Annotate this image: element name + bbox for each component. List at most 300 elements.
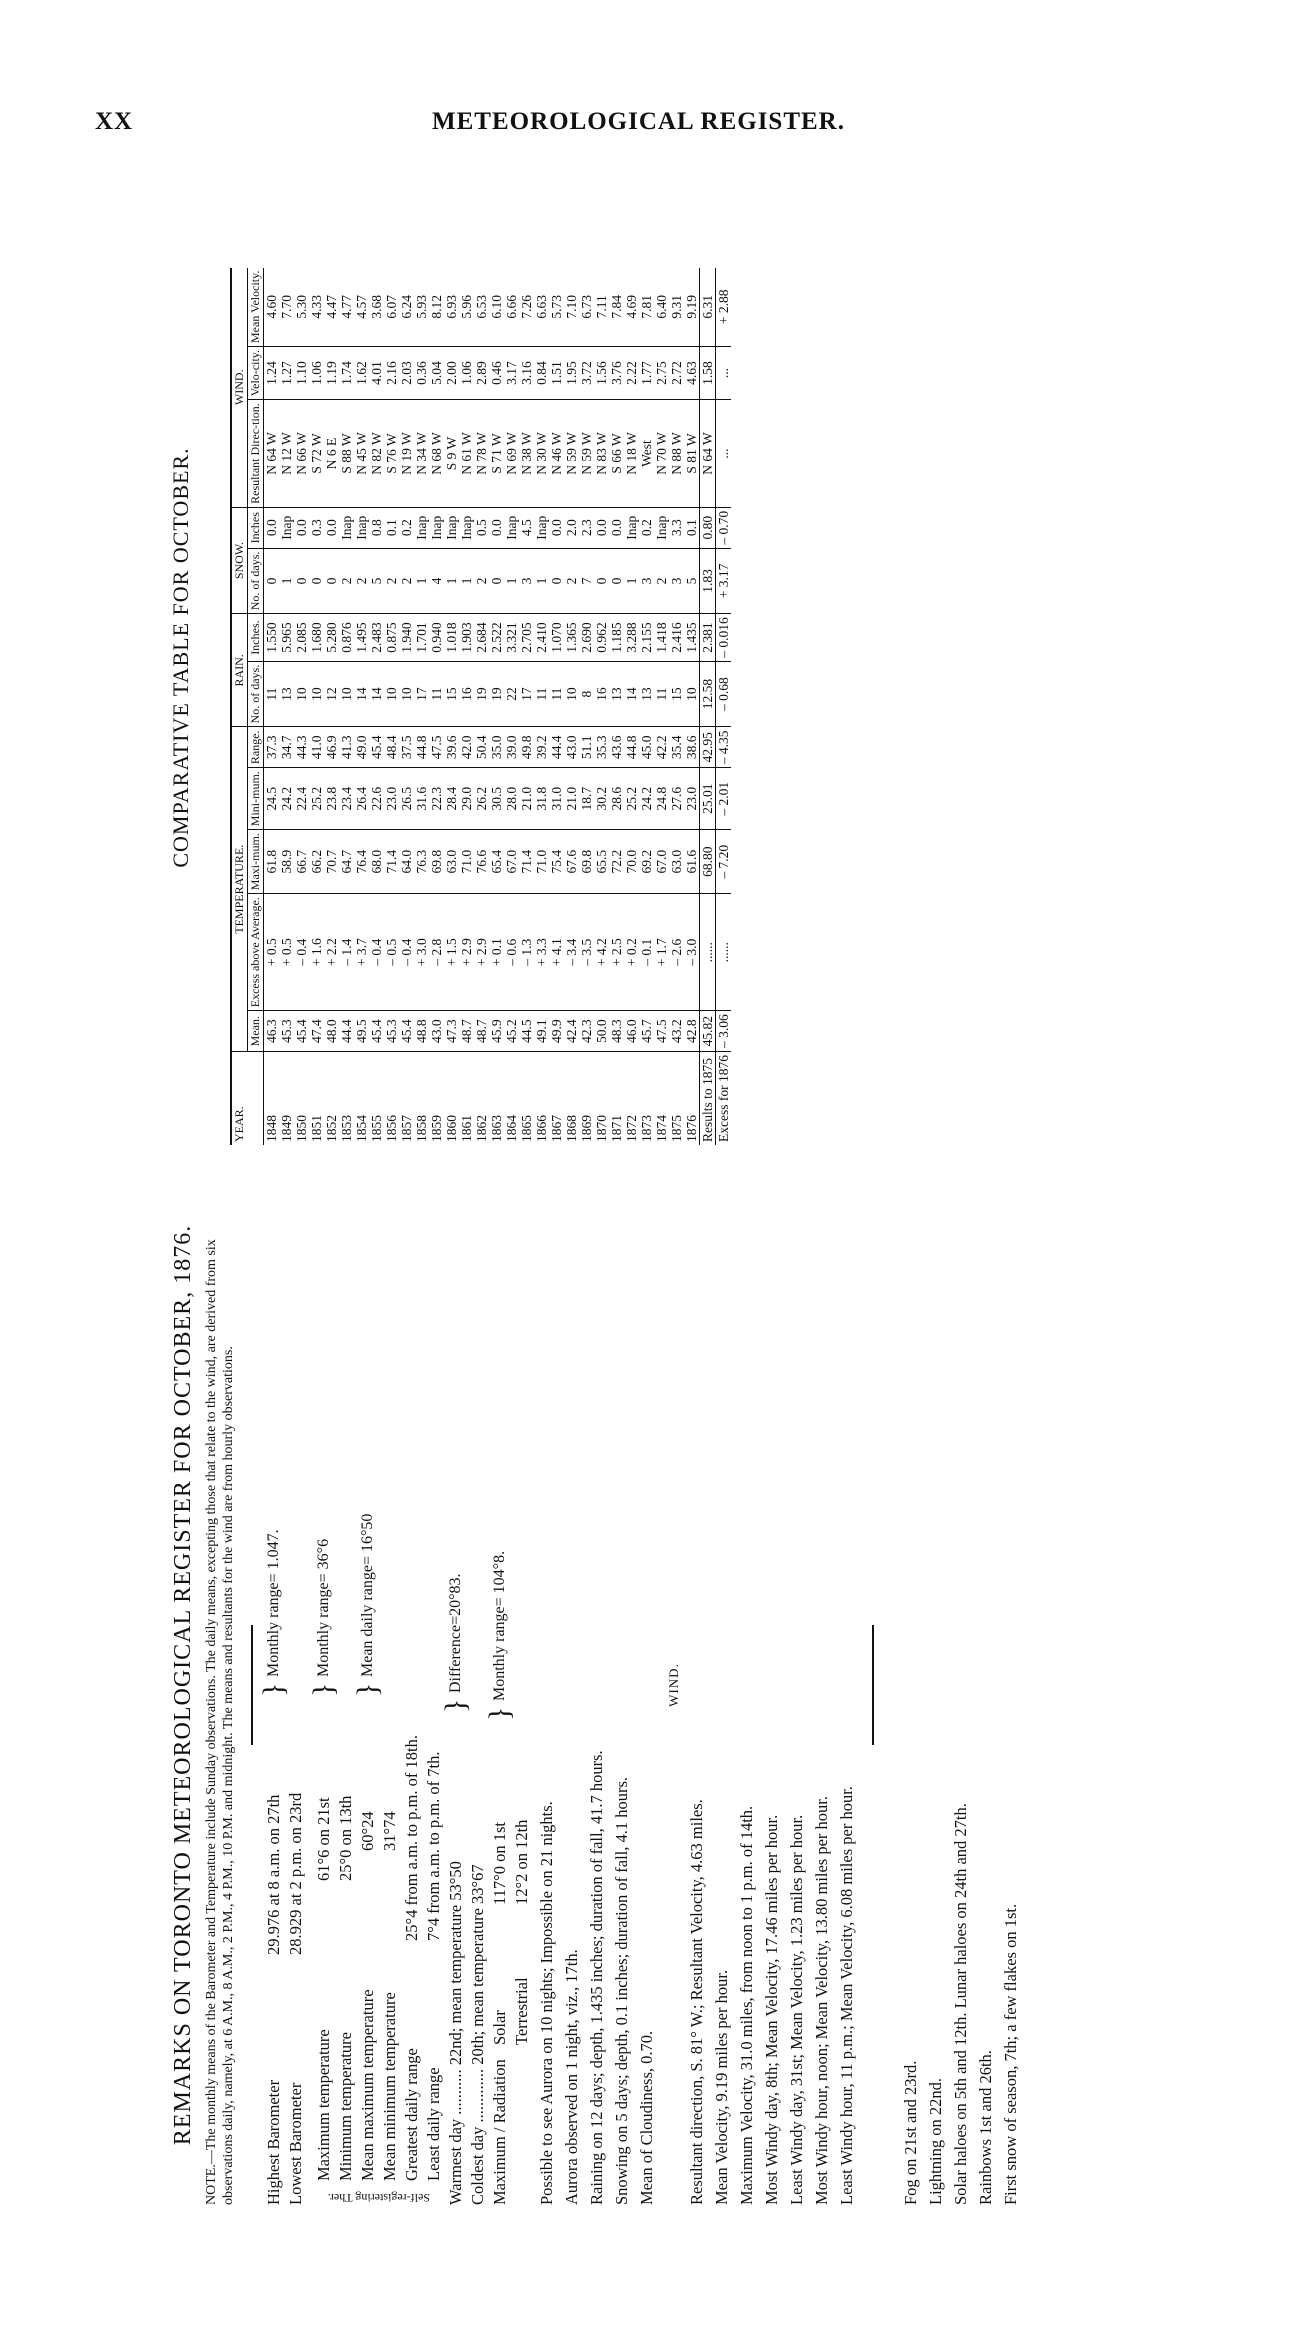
cell: 26.4: [354, 768, 369, 830]
wind-subtitle: WIND.: [666, 1663, 681, 1707]
cell: N 34 W: [414, 400, 429, 508]
cell: 1.018: [444, 614, 459, 662]
temp-row: [335, 1281, 357, 2181]
cell: 1.701: [414, 614, 429, 662]
cell: – 3.06: [716, 1011, 732, 1052]
cell: N 88 W: [669, 400, 684, 508]
comparative-table: [230, 268, 731, 1145]
cell: 47.4: [309, 1011, 324, 1052]
col-header: Inches.: [248, 614, 264, 662]
cell: 35.4: [669, 727, 684, 768]
year-cell: 1864: [504, 1115, 519, 1142]
cell: N 78 W: [474, 400, 489, 508]
cell: 23.4: [339, 768, 354, 830]
table-row: [519, 268, 534, 1145]
cell: 44.4: [339, 1011, 354, 1052]
cell: 22: [504, 661, 519, 727]
cell: N 6 E: [324, 400, 339, 508]
cell: 58.9: [279, 830, 294, 894]
cell: 0.84: [534, 346, 549, 399]
barometer-value: 29.976 at 8 a.m. on 27th: [264, 1794, 283, 1955]
cell: Inap: [504, 507, 519, 548]
col-header: No. of days.: [248, 661, 264, 727]
cell: 0.5: [474, 507, 489, 548]
cell: 1.95: [564, 346, 579, 399]
remark-line: Possible to see Aurora on 10 nights; Impossible on 21 nights.: [537, 1801, 556, 2205]
cell: – 0.016: [716, 614, 732, 662]
radiation-type: Solar: [490, 2010, 509, 2045]
thermometer-group: [307, 1165, 445, 2205]
temp-row: [307, 1281, 340, 2181]
cell: 49.9: [549, 1011, 564, 1052]
cell: 15: [444, 661, 459, 727]
cell: 18.7: [579, 768, 594, 830]
cell: 10: [684, 661, 700, 727]
cell: 45.3: [384, 1011, 399, 1052]
cell: 0.3: [309, 507, 324, 548]
temp-value: 7°4 from a.m. to p.m. of 7th.: [424, 1751, 443, 1941]
cell: 45.4: [399, 1011, 414, 1052]
cell: 76.3: [414, 830, 429, 894]
cell: 4.63: [684, 346, 700, 399]
cell: ......: [716, 894, 732, 1011]
cell: 42.8: [684, 1011, 700, 1052]
cell: 67.0: [504, 830, 519, 894]
year-cell: 1860: [444, 1115, 459, 1142]
cell: 71.0: [534, 830, 549, 894]
cell: 30.2: [594, 768, 609, 830]
cell: 0.8: [369, 507, 384, 548]
cell: Inap: [459, 507, 474, 548]
cell: – 7.20: [716, 830, 732, 894]
year-cell: 1862: [474, 1115, 489, 1142]
cell: 43.6: [609, 727, 624, 768]
cell: 39.6: [444, 727, 459, 768]
cell: 7: [579, 548, 594, 614]
col-header: [248, 400, 264, 508]
cell: 1.06: [309, 346, 324, 399]
cell: 72.2: [609, 830, 624, 894]
year-cell: 1866: [534, 1115, 549, 1142]
col-header: Mini-mum.: [248, 768, 264, 830]
cell: 4.5: [519, 507, 534, 548]
cell: 27.6: [669, 768, 684, 830]
cell: 43.0: [564, 727, 579, 768]
cell: ...: [716, 346, 732, 399]
cell: 5: [684, 548, 700, 614]
cell: 19: [474, 661, 489, 727]
table-row: [669, 268, 684, 1145]
cell: 39.0: [504, 727, 519, 768]
cell: 45.4: [369, 727, 384, 768]
cell: 4.47: [324, 268, 339, 347]
cell: N 46 W: [549, 400, 564, 508]
table-row: [339, 268, 354, 1145]
col-header: Mean.: [248, 1011, 264, 1052]
cell: 2: [399, 548, 414, 614]
cell: 21.0: [519, 768, 534, 830]
cell: 64.7: [339, 830, 354, 894]
temp-row: [423, 1281, 445, 2181]
year-cell: 1859: [429, 1115, 444, 1142]
cell: 14: [369, 661, 384, 727]
cell: – 4.35: [716, 727, 732, 768]
cell: 7.11: [594, 268, 609, 347]
cell: S 71 W: [489, 400, 504, 508]
cell: Inap: [279, 507, 294, 548]
cell: – 1.4: [339, 894, 354, 1011]
year-cell: 1865: [519, 1115, 534, 1142]
radiation-row: [511, 1165, 533, 2205]
misc-line: Fog on 21st and 23rd.: [901, 2060, 920, 2205]
cell: 3.16: [519, 346, 534, 399]
cell: 17: [414, 661, 429, 727]
cell: + 0.2: [624, 894, 639, 1011]
year-cell: 1851: [309, 1115, 324, 1142]
cell: 6.73: [579, 268, 594, 347]
cell: 3.321: [504, 614, 519, 662]
cell: 14: [354, 661, 369, 727]
cell: 0: [294, 548, 309, 614]
cell: 42.4: [564, 1011, 579, 1052]
cell: 25.2: [309, 768, 324, 830]
cell: 11: [654, 661, 669, 727]
cell: 5.93: [414, 268, 429, 347]
misc-line: Solar haloes on 5th and 12th. Lunar haloes on 24th and 27th.: [951, 1803, 970, 2205]
cell: 51.1: [579, 727, 594, 768]
cell: 69.2: [639, 830, 654, 894]
cell: N 19 W: [399, 400, 414, 508]
cell: 45.82: [700, 1011, 716, 1052]
cell: 47.5: [429, 727, 444, 768]
cell: 37.5: [399, 727, 414, 768]
cell: 7.81: [639, 268, 654, 347]
cell: 2: [384, 548, 399, 614]
cell: 50.4: [474, 727, 489, 768]
cell: 28.0: [504, 768, 519, 830]
cell: 2.155: [639, 614, 654, 662]
cell: 43.2: [669, 1011, 684, 1052]
cell: 10: [564, 661, 579, 727]
cell: + 3.17: [716, 548, 732, 614]
cell: 76.4: [354, 830, 369, 894]
cell: 11: [534, 661, 549, 727]
table-row: [684, 268, 700, 1145]
cell: N 70 W: [654, 400, 669, 508]
cell: 68.0: [369, 830, 384, 894]
cell: 21.0: [564, 768, 579, 830]
cell: 5.965: [279, 614, 294, 662]
temp-label: Greatest daily range: [402, 2048, 421, 2181]
cell: 3.68: [369, 268, 384, 347]
wind-line: Least Windy hour, 11 p.m.; Mean Velocity, 6.08 miles per hour.: [837, 1786, 856, 2205]
cell: N 69 W: [504, 400, 519, 508]
group-header: WIND.: [231, 268, 248, 508]
cell: – 2.8: [429, 894, 444, 1011]
cell: 8: [579, 661, 594, 727]
year-cell: 1848: [264, 1115, 279, 1142]
cell: 22.6: [369, 768, 384, 830]
col-header: Inches: [248, 507, 264, 548]
temp-value: 61°6 on 21st: [314, 1797, 333, 1881]
year-cell: 1869: [579, 1115, 594, 1142]
barometer-row: [285, 1165, 307, 2205]
cell: 63.0: [444, 830, 459, 894]
cell: 24.8: [654, 768, 669, 830]
cell: 2.3: [579, 507, 594, 548]
cell: 41.3: [339, 727, 354, 768]
cell: 50.0: [594, 1011, 609, 1052]
barometer-label: Lowest Barometer: [286, 2082, 305, 2205]
remark-line: Snowing on 5 days; depth, 0.1 inches; duration of fall, 4.1 hours.: [612, 1776, 631, 2205]
cell: 4.69: [624, 268, 639, 347]
separator: [251, 1625, 253, 1745]
brace: }: [483, 1706, 516, 1721]
cell: 1: [624, 548, 639, 614]
year-cell: 1870: [594, 1115, 609, 1142]
table-row: [294, 268, 309, 1145]
cell: 0: [324, 548, 339, 614]
cell: 1: [279, 548, 294, 614]
cell: – 3.4: [564, 894, 579, 1011]
cell: Inap: [414, 507, 429, 548]
cell: 44.3: [294, 727, 309, 768]
rotated-page-content: [170, 165, 1220, 2205]
cell: 10: [309, 661, 324, 727]
group-header: TEMPERATURE.: [231, 727, 248, 1052]
cell: + 3.0: [414, 894, 429, 1011]
cell: 4.01: [369, 346, 384, 399]
col-header: Maxi-mum.: [248, 830, 264, 894]
cell: 1.070: [549, 614, 564, 662]
cell: S 72 W: [309, 400, 324, 508]
year-cell: 1873: [639, 1115, 654, 1142]
warmest-row: [439, 1165, 472, 2205]
cell: 61.6: [684, 830, 700, 894]
cell: 1.680: [309, 614, 324, 662]
cell: 5: [369, 548, 384, 614]
cell: – 3.0: [684, 894, 700, 1011]
table-row: [324, 268, 339, 1145]
cell: N 64 W: [700, 400, 716, 508]
cell: 0.0: [489, 507, 504, 548]
table-row: [654, 268, 669, 1145]
year-cell: 1855: [369, 1115, 384, 1142]
cell: 1.903: [459, 614, 474, 662]
cell: 49.0: [354, 727, 369, 768]
cell: 42.2: [654, 727, 669, 768]
cell: 24.2: [639, 768, 654, 830]
cell: 6.53: [474, 268, 489, 347]
cell: 46.9: [324, 727, 339, 768]
cell: ...: [716, 400, 732, 508]
cell: – 0.1: [639, 894, 654, 1011]
cell: – 2.01: [716, 768, 732, 830]
cell: 70.7: [324, 830, 339, 894]
barometer-range: Monthly range= 1.047.: [265, 1529, 282, 1677]
year-cell: 1856: [384, 1115, 399, 1142]
temp-value: 60°24: [358, 1811, 377, 1851]
cell: 10: [294, 661, 309, 727]
cell: 41.0: [309, 727, 324, 768]
table-row: [564, 268, 579, 1145]
cell: S 66 W: [609, 400, 624, 508]
year-cell: 1868: [564, 1115, 579, 1142]
cell: 48.4: [384, 727, 399, 768]
cell: 70.0: [624, 830, 639, 894]
cell: + 2.88: [716, 268, 732, 347]
cell: 2.16: [384, 346, 399, 399]
cell: + 0.1: [489, 894, 504, 1011]
table-body: [264, 268, 700, 1145]
cell: N 30 W: [534, 400, 549, 508]
cell: 6.93: [444, 268, 459, 347]
cell: – 3.5: [579, 894, 594, 1011]
cell: 10: [339, 661, 354, 727]
col-header: No. of days.: [248, 548, 264, 614]
cell: 37.3: [264, 727, 280, 768]
cell: N 64 W: [264, 400, 280, 508]
cell: 71.0: [459, 830, 474, 894]
cell: 44.5: [519, 1011, 534, 1052]
cell: 2.416: [669, 614, 684, 662]
year-cell: 1861: [459, 1115, 474, 1142]
cell: 0.875: [384, 614, 399, 662]
radiation-range: Monthly range= 104°8.: [491, 1550, 508, 1701]
temp-label: Mean maximum temperature: [358, 1989, 377, 2181]
cell: 69.8: [429, 830, 444, 894]
cell: 45.0: [639, 727, 654, 768]
radiation-type: Terrestrial: [512, 1977, 531, 2045]
wind-line: Resultant direction, S. 81° W.; Resultant Velocity, 4.63 miles.: [687, 1799, 706, 2205]
radiation-value: 12°2 on 12th: [512, 1819, 531, 1905]
group-header: RAIN.: [231, 614, 248, 727]
cell: 1.19: [324, 346, 339, 399]
year-cell: 1850: [294, 1115, 309, 1142]
cell: 0: [549, 548, 564, 614]
cell: N 68 W: [429, 400, 444, 508]
year-cell: 1876: [684, 1115, 699, 1142]
comparative-table-section: [170, 170, 1210, 1145]
cell: Inap: [354, 507, 369, 548]
cell: 35.3: [594, 727, 609, 768]
cell: 69.8: [579, 830, 594, 894]
cell: 1: [414, 548, 429, 614]
remark-line: Mean of Cloudiness, 0.70.: [637, 2030, 656, 2205]
table-row: [399, 268, 414, 1145]
cell: 44.8: [624, 727, 639, 768]
barometer-row: [257, 1165, 290, 2205]
remark-line: Aurora observed on 1 night, viz., 17th.: [562, 1949, 581, 2205]
cell: – 0.4: [369, 894, 384, 1011]
cell: 31.0: [549, 768, 564, 830]
cell: – 1.3: [519, 894, 534, 1011]
coldest-day: Coldest day ............. 20th; mean temperature 33°67: [468, 1864, 487, 2205]
cell: 0.2: [639, 507, 654, 548]
cell: + 2.5: [609, 894, 624, 1011]
cell: + 2.9: [459, 894, 474, 1011]
cell: 47.5: [654, 1011, 669, 1052]
table-row: [264, 268, 280, 1145]
temp-label: Mean minimum temperature: [380, 1992, 399, 2181]
cell: N 83 W: [594, 400, 609, 508]
cell: 23.0: [684, 768, 700, 830]
cell: 1.24: [264, 346, 280, 399]
cell: 67.0: [654, 830, 669, 894]
radiation-value: 117°0 on 1st: [490, 1822, 509, 1905]
cell: 1.74: [339, 346, 354, 399]
cell: 1: [504, 548, 519, 614]
cell: 10: [399, 661, 414, 727]
cell: 7.84: [609, 268, 624, 347]
cell: 2: [354, 548, 369, 614]
temp-mean-daily-range: Mean daily range= 16°50: [359, 1513, 376, 1677]
results-row: [700, 268, 716, 1145]
wind-line: Most Windy day, 8th; Mean Velocity, 17.46 miles per hour.: [762, 1814, 781, 2205]
cell: ......: [700, 894, 716, 1011]
cell: 12.58: [700, 661, 716, 727]
cell: 47.3: [444, 1011, 459, 1052]
resultant-header: Resultant: [248, 458, 262, 504]
cell: 15: [669, 661, 684, 727]
cell: 1.83: [700, 548, 716, 614]
wind-line: Mean Velocity, 9.19 miles per hour.: [712, 1969, 731, 2205]
cell: 1.27: [279, 346, 294, 399]
cell: 6.24: [399, 268, 414, 347]
cell: 3.76: [609, 346, 624, 399]
cell: + 3.7: [354, 894, 369, 1011]
cell: 45.3: [279, 1011, 294, 1052]
table-row: [429, 268, 444, 1145]
cell: 16: [594, 661, 609, 727]
cell: 0.36: [414, 346, 429, 399]
cell: 45.9: [489, 1011, 504, 1052]
cell: 0.2: [399, 507, 414, 548]
cell: 48.7: [459, 1011, 474, 1052]
year-cell: 1849: [279, 1115, 294, 1142]
cell: 3: [519, 548, 534, 614]
table-row: [444, 268, 459, 1145]
cell: 49.5: [354, 1011, 369, 1052]
table-row: [309, 268, 324, 1145]
thermometer-label: Self-registering Ther.: [327, 2191, 431, 2205]
cell: S 81 W: [684, 400, 700, 508]
table-row: [624, 268, 639, 1145]
cell: 9.19: [684, 268, 700, 347]
cell: + 2.9: [474, 894, 489, 1011]
cell: 2.690: [579, 614, 594, 662]
cell: 49.8: [519, 727, 534, 768]
cell: 0.1: [684, 507, 700, 548]
cell: + 0.5: [264, 894, 280, 1011]
cell: Inap: [444, 507, 459, 548]
cell: 22.4: [294, 768, 309, 830]
cell: 0.80: [700, 507, 716, 548]
cell: 2.410: [534, 614, 549, 662]
cell: 7.26: [519, 268, 534, 347]
cell: Inap: [624, 507, 639, 548]
cell: 2.483: [369, 614, 384, 662]
table-row: [594, 268, 609, 1145]
cell: 6.10: [489, 268, 504, 347]
cell: 1.77: [639, 346, 654, 399]
brace: }: [351, 1682, 384, 1697]
cell: 2.381: [700, 614, 716, 662]
cell: 22.3: [429, 768, 444, 830]
group-header: SNOW.: [231, 507, 248, 613]
warmest-day: Warmest day ........... 22nd; mean temperature 53°50: [446, 1861, 465, 2205]
cell: 1: [459, 548, 474, 614]
